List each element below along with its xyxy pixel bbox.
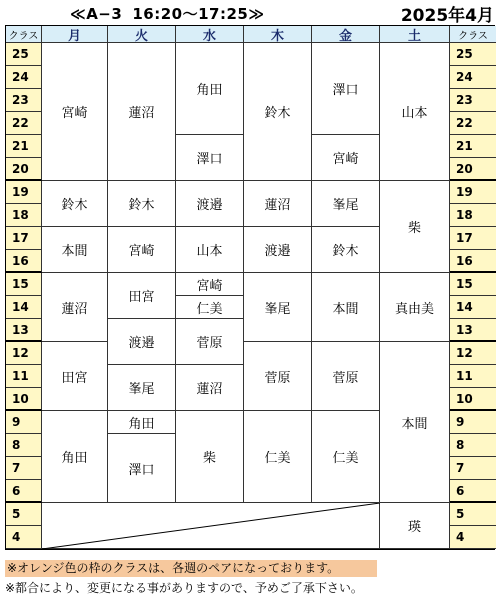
class-number-right-5: 5 <box>450 503 496 526</box>
slot-fri-7: 仁美 <box>312 411 380 503</box>
empty-slot-block <box>42 503 380 549</box>
class-number-left-22: 22 <box>6 112 42 135</box>
class-number-right-22: 22 <box>450 112 496 135</box>
class-number-right-15: 15 <box>450 273 496 296</box>
slot-fri-3: 峯尾 <box>312 181 380 227</box>
class-number-right-12: 12 <box>450 342 496 365</box>
slot-fri-4: 鈴木 <box>312 227 380 273</box>
slot-wed-3: 渡邉 <box>176 181 244 227</box>
class-number-left-5: 5 <box>6 503 42 526</box>
slot-wed-7: 菅原 <box>176 319 244 365</box>
time-range: 16:20〜17:25≫ <box>132 5 265 23</box>
header-sat: 土 <box>380 26 450 43</box>
slot-mon-1: 宮崎 <box>42 43 108 181</box>
slot-wed-5: 宮崎 <box>176 273 244 296</box>
header-class-left: クラス <box>6 26 42 43</box>
slot-wed-2: 澤口 <box>176 135 244 181</box>
slot-wed-6: 仁美 <box>176 296 244 319</box>
header-fri: 金 <box>312 26 380 43</box>
class-number-left-9: 9 <box>6 411 42 434</box>
class-number-left-7: 7 <box>6 457 42 480</box>
class-number-left-10: 10 <box>6 388 42 411</box>
slot-tue-2: 鈴木 <box>108 181 176 227</box>
slot-fri-1: 澤口 <box>312 43 380 135</box>
slot-tue-1: 蓮沼 <box>108 43 176 181</box>
schedule-title <box>70 3 360 24</box>
class-number-left-23: 23 <box>6 89 42 112</box>
slot-mon-6: 角田 <box>42 411 108 503</box>
slot-sat-5: 瑛 <box>380 503 450 549</box>
header-thu: 木 <box>244 26 312 43</box>
class-number-right-8: 8 <box>450 434 496 457</box>
class-number-right-19: 19 <box>450 181 496 204</box>
slot-thu-2: 蓮沼 <box>244 181 312 227</box>
slot-tue-6: 峯尾 <box>108 365 176 411</box>
slot-fri-2: 宮崎 <box>312 135 380 181</box>
class-number-right-13: 13 <box>450 319 496 342</box>
class-number-left-14: 14 <box>6 296 42 319</box>
schedule-table <box>5 25 495 550</box>
slot-wed-9: 柴 <box>176 411 244 503</box>
slot-wed-1: 角田 <box>176 43 244 135</box>
class-number-right-20: 20 <box>450 158 496 181</box>
class-number-left-12: 12 <box>6 342 42 365</box>
class-number-right-17: 17 <box>450 227 496 250</box>
class-number-left-16: 16 <box>6 250 42 273</box>
slot-tue-3: 宮崎 <box>108 227 176 273</box>
header-wed: 水 <box>176 26 244 43</box>
slot-mon-5: 田宮 <box>42 342 108 411</box>
class-number-right-25: 25 <box>450 43 496 66</box>
class-number-left-18: 18 <box>6 204 42 227</box>
class-number-right-23: 23 <box>450 89 496 112</box>
class-number-left-4: 4 <box>6 526 42 549</box>
slot-sat-1: 山本 <box>380 43 450 181</box>
header-tue: 火 <box>108 26 176 43</box>
slot-tue-7: 角田 <box>108 411 176 434</box>
slot-tue-4: 田宮 <box>108 273 176 319</box>
slot-sat-4: 本間 <box>380 342 450 503</box>
class-number-left-8: 8 <box>6 434 42 457</box>
class-number-right-11: 11 <box>450 365 496 388</box>
diagonal-line <box>42 503 380 549</box>
class-number-right-18: 18 <box>450 204 496 227</box>
slot-mon-2: 鈴木 <box>42 181 108 227</box>
course-code: ≪A−3 <box>70 5 123 23</box>
class-number-left-25: 25 <box>6 43 42 66</box>
slot-sat-2: 柴 <box>380 181 450 273</box>
class-number-right-4: 4 <box>450 526 496 549</box>
class-number-left-21: 21 <box>6 135 42 158</box>
class-number-right-9: 9 <box>450 411 496 434</box>
slot-thu-4: 峯尾 <box>244 273 312 342</box>
slot-fri-5: 本間 <box>312 273 380 342</box>
class-number-right-24: 24 <box>450 66 496 89</box>
slot-thu-6: 仁美 <box>244 411 312 503</box>
class-number-left-15: 15 <box>6 273 42 296</box>
note-schedule-change: ※都合により、変更になる事がありますので、予めご了承下さい。 <box>5 581 363 595</box>
slot-mon-4: 蓮沼 <box>42 273 108 342</box>
slot-thu-1: 鈴木 <box>244 43 312 181</box>
header-mon: 月 <box>42 26 108 43</box>
class-number-left-6: 6 <box>6 480 42 503</box>
slot-tue-8: 澤口 <box>108 434 176 503</box>
class-number-right-7: 7 <box>450 457 496 480</box>
slot-thu-5: 菅原 <box>244 342 312 411</box>
note-orange-pair: ※オレンジ色の枠のクラスは、各週のペアになっております。 <box>5 560 377 577</box>
slot-tue-5: 渡邉 <box>108 319 176 365</box>
slot-wed-4: 山本 <box>176 227 244 273</box>
class-number-right-21: 21 <box>450 135 496 158</box>
header-class-right: クラス <box>450 26 496 43</box>
slot-fri-6: 菅原 <box>312 342 380 411</box>
class-number-right-14: 14 <box>450 296 496 319</box>
class-number-left-24: 24 <box>6 66 42 89</box>
slot-sat-3: 真由美 <box>380 273 450 342</box>
slot-thu-3: 渡邉 <box>244 227 312 273</box>
class-number-left-19: 19 <box>6 181 42 204</box>
class-number-right-16: 16 <box>450 250 496 273</box>
class-number-left-13: 13 <box>6 319 42 342</box>
class-number-right-10: 10 <box>450 388 496 411</box>
year-month: 2025年4月 <box>400 6 494 26</box>
class-number-left-20: 20 <box>6 158 42 181</box>
class-number-right-6: 6 <box>450 480 496 503</box>
slot-mon-3: 本間 <box>42 227 108 273</box>
class-number-left-11: 11 <box>6 365 42 388</box>
slot-wed-8: 蓮沼 <box>176 365 244 411</box>
class-number-left-17: 17 <box>6 227 42 250</box>
